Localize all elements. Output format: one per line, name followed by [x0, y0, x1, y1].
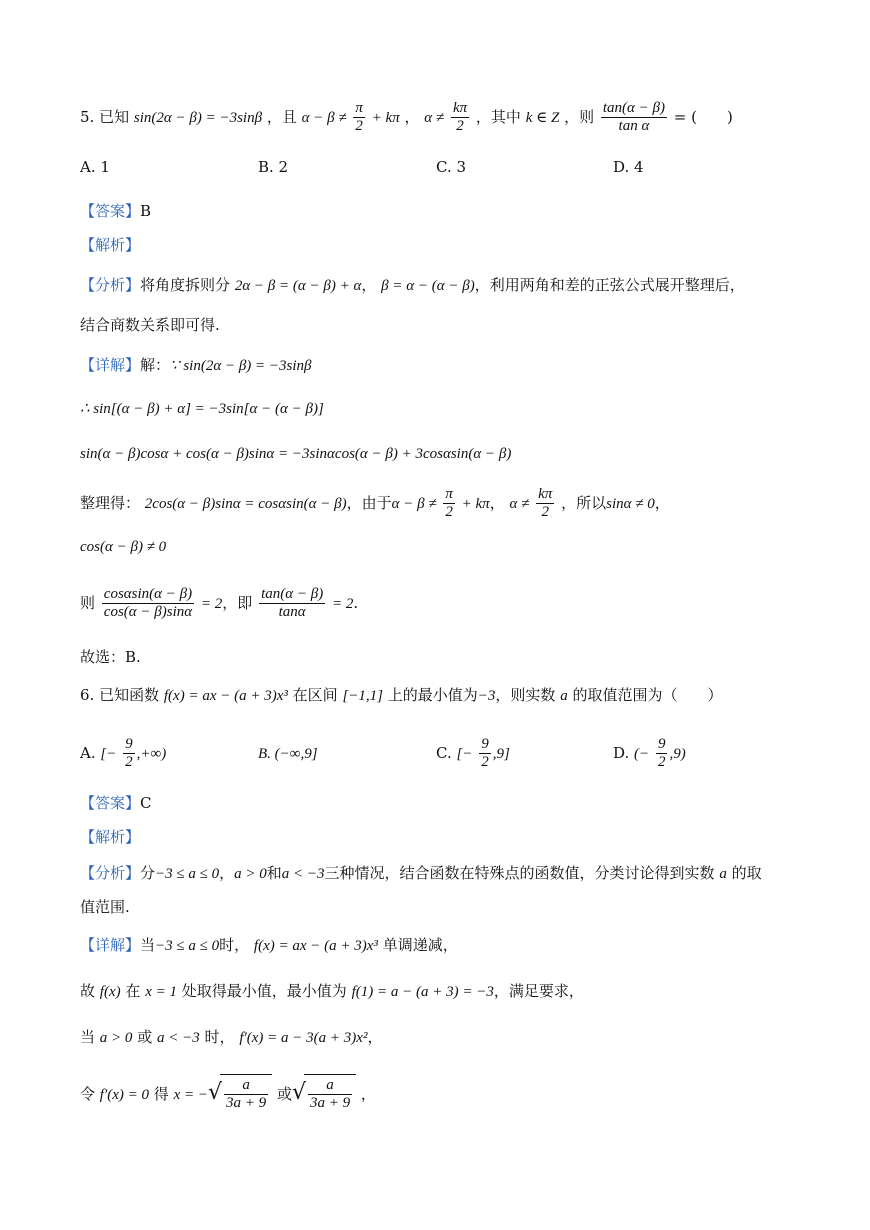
q6-fx1-m4: a: [719, 866, 727, 882]
q6-xj2-m1: f(x): [99, 984, 121, 1000]
q6-xj2-d: ，满足要求，: [493, 982, 584, 1000]
q5-xj6-frac2-num: tan(α − β): [259, 586, 325, 604]
q6-fx1-m1: −3 ≤ a ≤ 0: [155, 866, 220, 882]
q5-xiangjie-line5: cos(α − β) ≠ 0: [80, 539, 167, 555]
q6-option-b: B. (−∞,9]: [258, 746, 318, 762]
q6-option-c-right: ,9]: [492, 745, 510, 762]
q5-option-c: C. 3: [436, 158, 467, 176]
q6-option-c: [436, 736, 510, 772]
q5-xj6-frac1-num: cosαsin(α − β): [102, 586, 194, 604]
q6-xj2-m2: x = 1: [145, 984, 177, 1000]
q6-xj2-m3: f(1) = a − (a + 3) = −3: [351, 984, 494, 1000]
q6-stem-var: a: [560, 688, 568, 704]
q6-option-d-frac: [656, 736, 668, 772]
q5-xj4-c1: α − β ≠: [391, 495, 437, 512]
q6-xj4-frac2: [308, 1077, 352, 1113]
q6-stem-value: −3: [477, 688, 496, 704]
q6-option-d-label: D.: [613, 743, 630, 762]
q6-xj4-frac2-den: 3a + 9: [309, 1095, 351, 1112]
q5-xiangjie-line4: [80, 486, 670, 522]
q5-target-frac: [601, 100, 667, 136]
q5-xj1-math: ∵ sin(2α − β) = −3sinβ: [170, 358, 312, 374]
q6-xj4-frac2-num: a: [308, 1077, 352, 1095]
q6-xj3-m2: a < −3: [157, 1030, 200, 1046]
q6-xiangjie-line2: [80, 984, 584, 1000]
q6-xj4-c: 或: [276, 1084, 292, 1103]
q5-xj4-text-a: 整理得：: [80, 493, 141, 512]
q6-analysis-tag: 【解析】: [80, 828, 141, 846]
q6-fenxi-line1: [80, 866, 762, 882]
q5-answer-value: B: [140, 202, 152, 220]
q6-stem-e: 的取值范围为（ ）: [572, 686, 723, 704]
q5-xj4-frac2-num: kπ: [536, 486, 554, 504]
q6-xj3-m3: f′(x) = a − 3(a + 3)x²: [239, 1030, 368, 1046]
q6-option-a-den: 2: [125, 754, 133, 771]
q6-xj4-a: 令: [80, 1084, 96, 1103]
q5-fenxi-line1: [80, 278, 745, 294]
q5-xj6-eq2: = 2: [332, 595, 354, 612]
q6-stem-func: f(x) = ax − (a + 3)x³: [163, 688, 288, 704]
q5-fenxi-line2: 结合商数关系即可得.: [80, 316, 220, 334]
q5-cond3-frac: [451, 100, 469, 136]
q6-xiangjie-line1: [80, 938, 458, 954]
sqrt-sign-icon: √: [291, 1079, 306, 1105]
q6-option-d: [613, 736, 686, 772]
q6-option-d-left: (−: [634, 745, 650, 762]
q6-xj3-c: 时，: [204, 1028, 235, 1046]
q6-option-c-label: C.: [436, 743, 452, 762]
sqrt-sign-icon: √: [208, 1079, 223, 1105]
q5-xj4-frac1-den: 2: [445, 504, 453, 521]
q5-target-num: tan(α − β): [601, 100, 667, 118]
q5-fenxi-text-c: ，利用两角和差的正弦公式展开整理后，: [474, 276, 745, 294]
q5-cond2-den: 2: [355, 118, 363, 135]
q5-xj4-c1-r: + kπ: [461, 495, 490, 512]
q6-option-c-frac: [479, 736, 491, 772]
q6-xj2-b: 在: [125, 982, 141, 1000]
q5-answer-tag: 【答案】: [80, 202, 141, 220]
q6-xj1-c: 单调递减，: [382, 936, 458, 954]
q6-fx1-a: 分: [140, 864, 156, 882]
q5-stem-end: = ( ): [673, 107, 733, 126]
q5-sep4: ，则: [564, 107, 595, 126]
q5-xj4-frac2-den: 2: [541, 504, 549, 521]
q6-xj3-m1: a > 0: [99, 1030, 133, 1046]
q6-xj4-m1: f′(x) = 0: [99, 1086, 150, 1103]
q5-xj6-end: .: [353, 593, 359, 612]
q5-xj4-text-g: ，: [654, 493, 670, 512]
q5-cond2-right: + kπ: [371, 109, 400, 126]
q5-xj6-eq1: = 2: [200, 595, 223, 612]
q5-xj4-frac2: [536, 486, 554, 522]
q6-option-a: [80, 736, 166, 772]
q5-xiangjie-tag: 【详解】: [80, 356, 141, 374]
q6-option-a-label: A.: [80, 743, 96, 762]
q6-option-d-right: ,9): [669, 745, 686, 762]
q5-fenxi-text-b: ，: [361, 276, 377, 294]
q5-xj4-f: sinα ≠ 0: [606, 495, 655, 512]
q5-option-b: B. 2: [258, 158, 289, 176]
q5-xj4-text-d: ，: [489, 493, 505, 512]
q6-option-d-den: 2: [657, 754, 666, 771]
q6-option-a-right: ,+∞): [136, 745, 167, 762]
q5-xj6-text-a: 则: [80, 593, 96, 612]
q6-xj4-m2: x = −: [173, 1086, 208, 1103]
q6-stem-c: 上的最小值为: [387, 686, 478, 704]
q6-stem-b: 在区间: [292, 686, 338, 704]
q6-fx1-m2: a > 0: [234, 866, 267, 882]
q6-stem-interval: [−1,1]: [342, 688, 383, 704]
q6-fenxi-tag: 【分析】: [80, 864, 141, 882]
q5-xj6-text-b: ，即: [222, 593, 253, 612]
q5-xiangjie-line1: [80, 358, 312, 374]
q6-xiangjie-line3: [80, 1030, 382, 1046]
q5-fenxi-math2: β = α − (α − β): [381, 278, 475, 294]
q5-xj6-frac2: [259, 586, 325, 622]
q6-xj3-a: 当: [80, 1028, 96, 1046]
q6-option-d-num: 9: [656, 736, 668, 754]
q5-cond2-frac: [353, 100, 365, 136]
q5-xiangjie-line3: sin(α − β)cosα + cos(α − β)sinα = −3sinαcos(α − β) + 3cosαsin(α − β): [80, 446, 512, 462]
q5-fenxi-math1: 2α − β = (α − β) + α: [234, 278, 362, 294]
q6-fx1-b: ，: [219, 864, 235, 882]
q5-xj1-text: 解：: [140, 356, 171, 374]
q6-xj2-c: 处取得最小值，最小值为: [181, 982, 347, 1000]
q5-cond4: k ∈ Z: [525, 109, 560, 126]
q5-xj4-math: 2cos(α − β)sinα = cosαsin(α − β): [144, 495, 347, 512]
q6-xj4-frac1-num: a: [224, 1077, 268, 1095]
q5-cond3-left: α ≠: [424, 109, 445, 126]
q6-xj1-m1: −3 ≤ a ≤ 0: [155, 938, 220, 954]
q5-xj4-text-e: ，所以: [561, 493, 607, 512]
q5-xj6-frac1: [102, 586, 194, 622]
q6-fx1-d: 三种情况，结合函数在特殊点的函数值，分类讨论得到实数: [324, 864, 715, 882]
q6-xj4-b: 得: [153, 1084, 169, 1103]
q6-xj1-m2: f(x) = ax − (a + 3)x³: [253, 938, 378, 954]
q5-target-den: tan α: [618, 118, 650, 135]
q6-stem-a: 6. 已知函数: [80, 686, 160, 704]
q6-answer-tag: 【答案】: [80, 794, 141, 812]
q6-answer-value: C: [140, 794, 152, 812]
q5-cond1: sin(2α − β) = −3sinβ: [133, 109, 263, 126]
q6-option-a-left: [−: [100, 745, 117, 762]
q6-option-c-den: 2: [481, 754, 489, 771]
q5-cond2-left: α − β ≠: [301, 109, 347, 126]
q5-prefix: 5. 已知: [80, 107, 130, 126]
q5-fenxi-tag: 【分析】: [80, 276, 141, 294]
q6-option-a-frac: [123, 736, 135, 772]
q6-xj1-a: 当: [140, 936, 156, 954]
q6-option-a-num: 9: [123, 736, 135, 754]
q6-option-c-left: [−: [456, 745, 473, 762]
q6-xj2-a: 故: [80, 982, 96, 1000]
q5-analysis-tag: 【解析】: [80, 236, 141, 254]
q6-xiangjie-line4: [80, 1074, 376, 1113]
q6-xj3-b: 或: [137, 1028, 153, 1046]
q5-xj4-frac1: [443, 486, 455, 522]
q5-xj4-frac1-num: π: [443, 486, 455, 504]
q6-xj1-b: 时，: [219, 936, 250, 954]
q5-xiangjie-line2: ∴ sin[(α − β) + α] = −3sin[α − (α − β)]: [80, 401, 324, 417]
q6-xj3-d: ，: [367, 1028, 383, 1046]
q5-cond3-num: kπ: [451, 100, 469, 118]
q5-cond2-num: π: [353, 100, 365, 118]
q5-option-d: D. 4: [613, 158, 644, 176]
q6-fx1-c: 和: [266, 864, 282, 882]
q5-xj4-text-b: ，由于: [346, 493, 392, 512]
q5-stem: [80, 100, 733, 136]
q6-xj4-frac1: [224, 1077, 268, 1113]
q5-xj6-frac1-den: cos(α − β)sinα: [103, 604, 193, 621]
q6-stem-d: ，则实数: [495, 686, 556, 704]
q6-answer: [80, 796, 152, 811]
q5-fenxi-text-a: 将角度拆则分: [140, 276, 231, 294]
q6-xiangjie-tag: 【详解】: [80, 936, 141, 954]
q6-fenxi-line2: 值范围.: [80, 898, 130, 916]
q6-xj4-d: ，: [360, 1084, 376, 1103]
q5-sep3: ，其中: [475, 107, 521, 126]
q5-cond3-den: 2: [456, 118, 464, 135]
q5-guxuan: 故选：B.: [80, 648, 141, 666]
q5-answer: [80, 204, 151, 219]
q6-option-c-num: 9: [479, 736, 491, 754]
q6-stem: [80, 688, 723, 704]
q5-xiangjie-line6: [80, 586, 358, 622]
q5-xj4-c2: α ≠: [509, 495, 530, 512]
q6-fx1-m3: a < −3: [281, 866, 325, 882]
q5-sep1: ，且: [266, 107, 297, 126]
q5-option-a: A. 1: [80, 158, 110, 176]
q5-sep2: ，: [404, 107, 420, 126]
q6-xj4-frac1-den: 3a + 9: [226, 1095, 267, 1112]
q6-fx1-e: 的取: [731, 864, 762, 882]
q5-xj6-frac2-den: tanα: [278, 604, 306, 621]
